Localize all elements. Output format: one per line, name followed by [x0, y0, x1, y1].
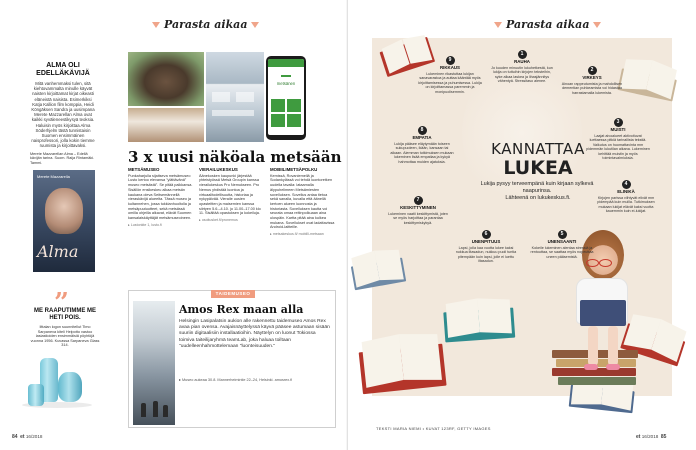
left-folio: 84 et 16/2018 [12, 434, 43, 440]
benefit-4: 4 ELINIKÄ Kirjojen parissa viihtyvät elivät mm pidempää kuin muilla. Tutkimuksen mukaan lukijat elävät kaksi vuotta kauemmin kuin ei-lukijat. [597, 181, 655, 213]
quote-heading: ME RAAPUTIMME ME HETI POIS. [34, 308, 96, 321]
book-cover-author: Merete Mazzarella [37, 174, 70, 179]
quote-body: Iittalan logon suunnitellut Timo Sarpaneva kiteli Helpotto vastoo lasiastioiden ensimmäisiä pöyhtöjä vuonna 1956. Kuvassa Sarpaneva Glass 314. [30, 325, 100, 348]
museum-interior-photo [133, 301, 175, 425]
exhibition-photo [128, 108, 204, 142]
museum-building-photo [206, 52, 264, 142]
right-section-title: Parasta aikaa [490, 18, 605, 31]
flying-book-image [349, 246, 408, 296]
article-headline: 3 x uusi näköala metsään [128, 148, 342, 166]
portrait-image [45, 188, 83, 234]
glass-vase-image [58, 372, 82, 402]
right-folio: et 16/2018 85 [636, 434, 667, 440]
art-box-heading: Amos Rex maan alla [179, 303, 304, 316]
art-box-tag: TAIDEMUSEO [211, 290, 255, 298]
left-section-title: Parasta aikaa [148, 18, 263, 31]
sidebar-caption: Merete Mazzarellan Alma – Edellä kävijän tarina. Suom. Raija Rintamäki. Tammi. [30, 151, 95, 165]
sidebar-body: Mitä vanhemmaksi tulen, sitä kiehtovammalta minulle käyvät naisten kirjoittamat kirjat oikeasti eläneistä naisista. Esimerkiksi Katja Kallion film komppia, Heidi Köngäksen Sandra ja uusimpana Merete Mazzarellan Alma ovat kaikki syväleneestikysyä teoksia. Haluisin myös kirjoittaa Alma Söderhjelm tästä tunnistaisin Suomen ensimmäinen naisprofessori, jolla kokin tiemme ruumista ja kirjoittavaksi. [31, 81, 95, 149]
column-link[interactable]: ▸ osoitusket.fi/pronemus [199, 218, 238, 223]
quote-box [30, 308, 100, 348]
column-museum [128, 168, 193, 237]
flying-book-image [442, 294, 515, 349]
forest-logo-icon [281, 71, 291, 77]
phone-app-image [266, 56, 306, 140]
book-cover-title: Alma [37, 242, 79, 261]
benefit-8: 8 EMPATIA Lukija pääsee eläytymään toiseen sukupuoleen, ikään, kansaan tai aikaan. Aiemman tutkimuksen mukaan lukeminen lisää empatiaa ja kykyä hahmottaa muiden ajatuksia. [390, 127, 454, 164]
column-heading: MOBIILIMETSÄPOLKU [270, 167, 318, 172]
benefit-5: 5 UNENSAANTI Kokeile lukeminen alentaa stressiä ja rentouttaa, se saattaa myös nopeuttaa uneen pääsemistä. [530, 231, 594, 259]
column-body: Punkaharjulla sijaitseva metsämuseo Lusto kertoo elevansa "ylättävänä" museo metsästä". Se pitää paikkansa. Sisällön ensikeskeu alkaa metsän kaukana oleva Seitsemännellä vieraskävijä alueelta. Tässä museo ja kultannehen, jossa tukkianhuoltolla ja metsäpuutuotteet, sekä metsässä omilla ohjeilla alkavat, elävät Suomen kansalaiskäyttäjät metsämuseoineen. [128, 173, 193, 221]
column-body: Äänekosken kaupunki järjestää yhteistyössä Metsä Groupin kanssa vierailukeskus Pro Nemukseen. Pro Nemus yhdistää luontoa ja virtuaalitodellisuutta, historiaa ja nykypäivää. Vieraile uusien opasteitten ja maisemien kanssa siirtyen 5.6.–4.10. jo 11.00–17.00 klo 11. Sisältää opastuksen ja kokeiluja. [199, 173, 261, 216]
column-mobile-path [270, 168, 335, 237]
feature-title-line2: LUKEA [503, 157, 573, 179]
feature-title [478, 140, 598, 178]
benefit-1: 1 RAUHA Jo kuuden minuutin lukuhetkestä, kun lukija on tuttuihin kirjojen teksteihin, syke alkaa laskea ja lihasjännitys vähentyä. Stressitaso alenee. [491, 51, 553, 83]
column-link[interactable]: ▸ Lustonkte 1, lusto.fi [128, 222, 162, 227]
column-heading: METSÄMUSEO [128, 167, 160, 172]
benefit-6: 6 UNENPITUUS Lapsi, jolla kaa vuotta lukee kaksi nukkua iltasadun, nukkuu puoli tuntia pitempään kuin lapsi, jolle ei luettu iltasadun. [455, 231, 517, 263]
photo-credits: TEKSTI MARIA NIEMI • KUVAT 123RF, GETTY IMAGES [376, 426, 491, 431]
feature-title-line1: KANNATTAA [491, 140, 585, 158]
art-museum-box [128, 290, 336, 428]
flying-book-image [357, 326, 447, 400]
column-body: Kemissä, Rovaniemellä ja Sodankylässä voi tehdä luontoretken uudella tavalla: lataamalla älypuhelimeen Metsämiesten sovelluksen. Sovellus antaa tietoa sekä sanalla, kuvalla että äänellä kertoen alueen luonnosta ja historiasta. Sovelluksen kautta voi seurata omaa reitinpolkuaan aina ulospäin. Kartta pitää aina kulkea mukana. Sovellukset ovat ladattavissa Android-laitteille. [270, 173, 335, 230]
column-link[interactable]: ▸ metsakeskus.fi/ mobiili-metsaan [270, 232, 324, 237]
art-box-body: Helsingin Lasipalatsin aukion alle rakennettu taidemuseo Amos Rex avaa pian ovensa. Avajaisnäyttelyssä käyvä pääsee astumaan sisään suuriin digitaalisiin installaatioihin. Näyttelyn on luonut Tokiossa toimiva taiteilijaryhmä teamLab, joka haluaa toiltaan "uudelleenhahmottelemaan "luonteisuuden." [179, 319, 330, 349]
article-columns [128, 168, 336, 237]
feature-intro: Lukija pysyy terveempänä kuin kirjaan sylkevä naapurinsa. [480, 181, 594, 194]
book-cover-image [33, 170, 95, 272]
benefit-2: 2 VIRKEYS Ainoan rappeutumista ja mahdollisen dementian puhkeamista voi hidastaa harrastamalla lukemista. [561, 67, 623, 95]
glass-vase-image [28, 384, 44, 406]
bear-photo [128, 52, 204, 106]
column-heading: VIERAILUKESKUS [199, 167, 238, 172]
art-box-info: ▸ Museo aukeaa 30.8. Mannerheimintie 22–24, Helsinki. amosrex.fi [179, 378, 293, 382]
quote-mark-icon: ” [54, 288, 69, 318]
sidebar-column [30, 62, 96, 168]
phone-app-title: metsänen [276, 81, 296, 86]
benefit-3: 3 MUISTI Laajat aivoalueet aktivoituvat luettaessa pitkiä tarinallista tekstiä. Vaikutus on huomattavinta mm pidemmän lukutilan aikana. Lukeminen kehittää muistin ja myös toimintavalmiuksia. [586, 119, 650, 160]
column-visitor-center [199, 168, 264, 237]
benefit-9: 9 RIKKAUS Lukeminen rikastuttaa lukijan sanavarastoa ja auttaa kääntää myös kirjoittamisessa ja puhumisessa. Lukija on kirjoittamassa paremmin ja monipuolisemmin. [418, 57, 482, 94]
sidebar-heading: ALMA OLI EDELLÄKÄVIJÄ [36, 62, 90, 77]
benefit-7: 7 KESKITTYMINEN Lukeminen vaatii keskittymistä, joten se myös harjoittaa ja parantaa keskittymiskykyä. [388, 197, 448, 225]
feature-intro-source: Lähteenä on lukukeskus.fi. [505, 195, 571, 201]
